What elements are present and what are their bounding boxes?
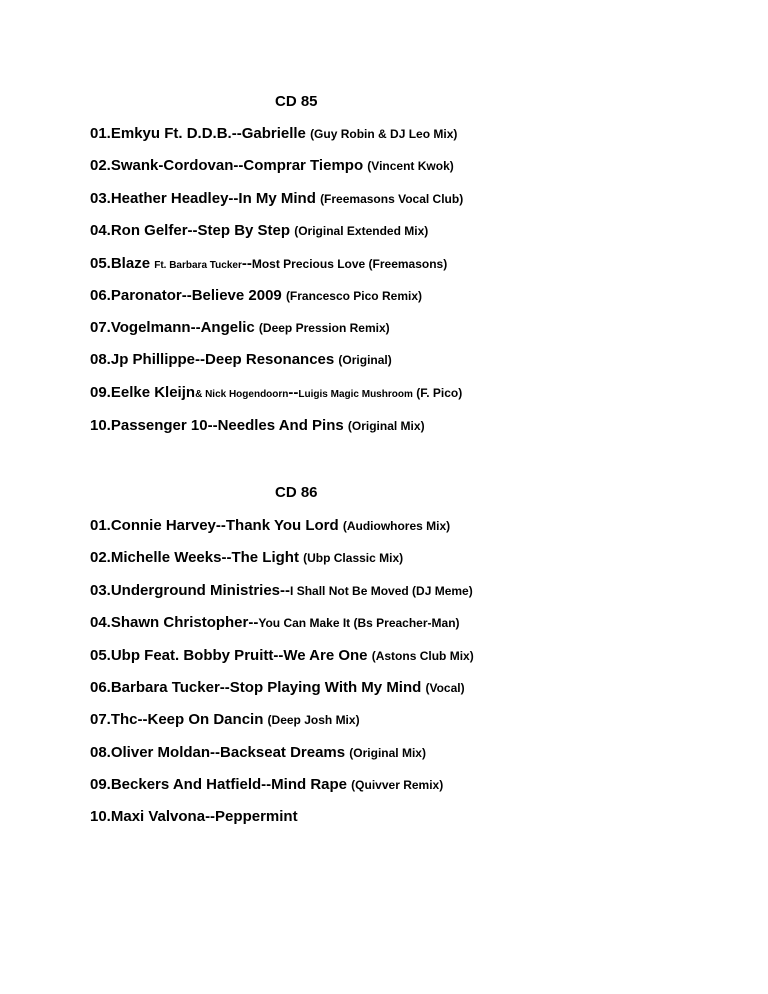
track-title: 08.Jp Phillippe--Deep Resonances bbox=[90, 351, 339, 368]
cd86-heading: CD 86 bbox=[275, 484, 318, 501]
cd85-track-05 bbox=[90, 255, 447, 275]
track-mix: (Vocal) bbox=[425, 681, 465, 695]
track-mix: (Original Mix) bbox=[347, 419, 425, 433]
track-mix: (Vincent Kwok) bbox=[367, 159, 454, 173]
track-title: 09.Eelke Kleijn bbox=[90, 384, 196, 401]
cd86-track-07 bbox=[90, 711, 360, 729]
cd85-track-04 bbox=[90, 222, 428, 240]
track-title: 08.Oliver Moldan--Backseat Dreams bbox=[90, 744, 350, 761]
cd85-track-03 bbox=[90, 190, 463, 208]
track-mix: (Audiowhores Mix) bbox=[342, 519, 451, 533]
track-mix: (Deep Josh Mix) bbox=[267, 713, 360, 727]
track-title: 01.Connie Harvey--Thank You Lord bbox=[90, 517, 343, 534]
cd86-track-10 bbox=[90, 808, 298, 826]
track-mix: (Original Extended Mix) bbox=[294, 224, 429, 238]
cd85-track-01 bbox=[90, 125, 457, 143]
track-title: 04.Ron Gelfer--Step By Step bbox=[90, 222, 295, 239]
cd85-track-07 bbox=[90, 319, 390, 337]
track-title: 01.Emkyu Ft. D.D.B.--Gabrielle bbox=[90, 125, 311, 142]
track-mix: You Can Make It (Bs Preacher-Man) bbox=[258, 616, 460, 630]
track-title: 02.Swank-Cordovan--Comprar Tiempo bbox=[90, 157, 368, 174]
track-mix: (Ubp Classic Mix) bbox=[303, 551, 404, 565]
track-mix: (Guy Robin & DJ Leo Mix) bbox=[310, 127, 458, 141]
track-featuring: & Nick Hogendoorn bbox=[195, 389, 289, 400]
track-title: 07.Vogelmann--Angelic bbox=[90, 319, 259, 336]
cd85-track-10 bbox=[90, 417, 425, 435]
cd86-track-04 bbox=[90, 614, 460, 632]
track-title: 05.Ubp Feat. Bobby Pruitt--We Are One bbox=[90, 647, 372, 664]
track-mix: (Quivver Remix) bbox=[351, 778, 444, 792]
track-title: 05.Blaze bbox=[90, 255, 155, 272]
track-title: 02.Michelle Weeks--The Light bbox=[90, 549, 304, 566]
track-title: 09.Beckers And Hatfield--Mind Rape bbox=[90, 776, 352, 793]
track-mix: (Francesco Pico Remix) bbox=[285, 289, 422, 303]
track-mix: (Original Mix) bbox=[349, 746, 426, 760]
track-mix: (Original) bbox=[338, 353, 392, 367]
cd85-track-06 bbox=[90, 287, 422, 305]
cd85-track-02 bbox=[90, 157, 454, 175]
track-separator: -- bbox=[288, 384, 299, 401]
track-title: 06.Barbara Tucker--Stop Playing With My Mind bbox=[90, 679, 426, 696]
cd85-track-09 bbox=[90, 384, 462, 404]
cd86-track-03 bbox=[90, 582, 473, 600]
track-mix: Most Precious Love (Freemasons) bbox=[251, 257, 448, 271]
track-title: 10.Passenger 10--Needles And Pins bbox=[90, 417, 348, 434]
track-title: 03.Heather Headley--In My Mind bbox=[90, 190, 321, 207]
track-title: 10.Maxi Valvona--Peppermint bbox=[90, 808, 298, 825]
track-separator: -- bbox=[241, 255, 252, 272]
track-mix: (Deep Pression Remix) bbox=[258, 321, 390, 335]
track-mix: (Freemasons Vocal Club) bbox=[320, 192, 464, 206]
track-title: 03.Underground Ministries-- bbox=[90, 582, 291, 599]
track-title: 04.Shawn Christopher-- bbox=[90, 614, 259, 631]
cd86-track-09 bbox=[90, 776, 443, 794]
cd86-track-02 bbox=[90, 549, 403, 567]
track-mix: I Shall Not Be Moved (DJ Meme) bbox=[290, 584, 473, 598]
track-title: 07.Thc--Keep On Dancin bbox=[90, 711, 268, 728]
cd85-heading: CD 85 bbox=[275, 93, 318, 110]
track-mix: (F. Pico) bbox=[412, 386, 463, 400]
cd86-track-08 bbox=[90, 744, 426, 762]
cd86-track-01 bbox=[90, 517, 450, 535]
track-featuring: Ft. Barbara Tucker bbox=[154, 260, 242, 271]
cd85-track-08 bbox=[90, 351, 392, 369]
track-mix: (Astons Club Mix) bbox=[371, 649, 474, 663]
cd86-track-05 bbox=[90, 647, 474, 665]
track-title: 06.Paronator--Believe 2009 bbox=[90, 287, 286, 304]
cd86-track-06 bbox=[90, 679, 465, 697]
track-name: Luigis Magic Mushroom bbox=[298, 389, 413, 400]
